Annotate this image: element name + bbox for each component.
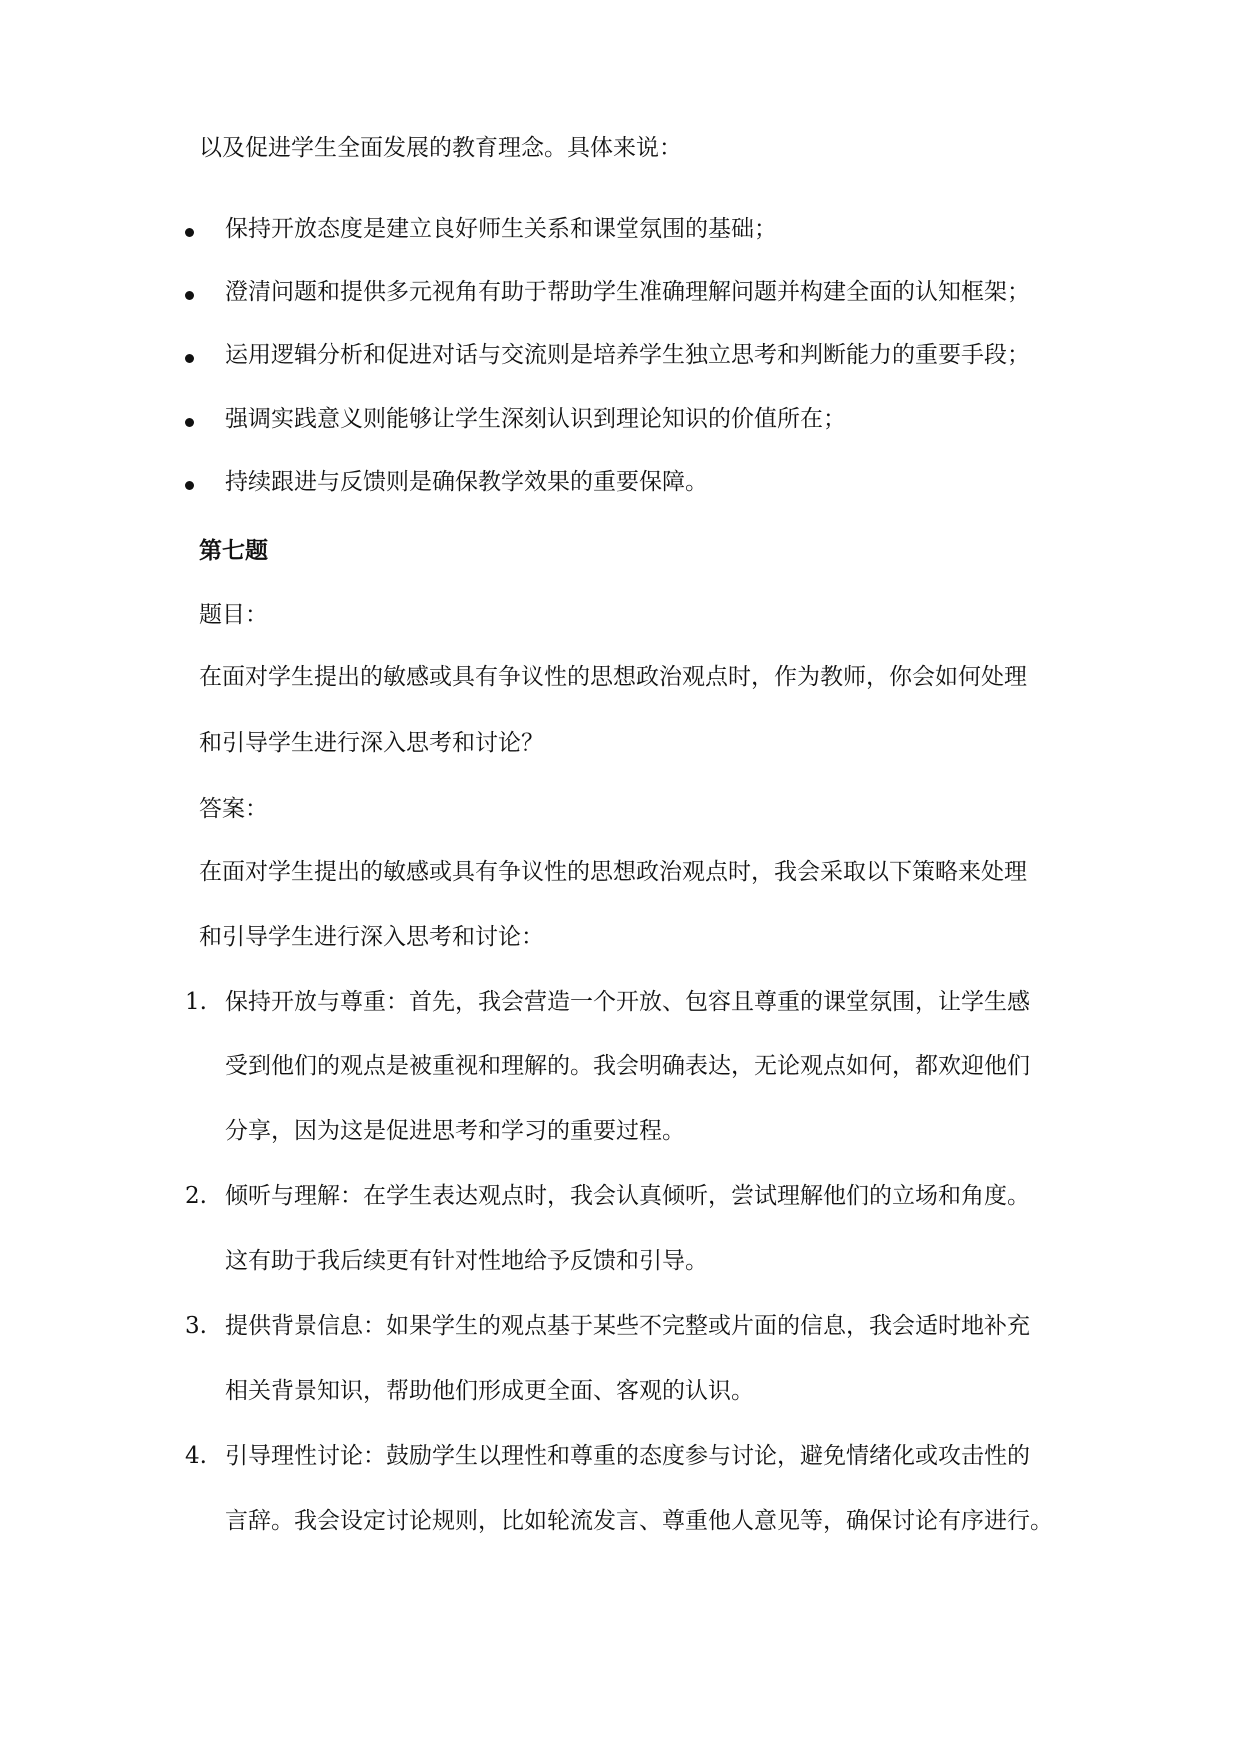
intro-paragraph: 以及促进学生全面发展的教育理念。具体来说： xyxy=(199,135,682,161)
list-number: 1. xyxy=(185,989,207,1015)
bullet-dot-icon xyxy=(185,291,194,300)
list-number: 2. xyxy=(185,1183,207,1209)
list-number: 3. xyxy=(185,1313,207,1339)
answer-intro-line: 和引导学生进行深入思考和讨论： xyxy=(199,924,544,950)
question-label: 题目： xyxy=(199,602,268,628)
bullet-item: 保持开放态度是建立良好师生关系和课堂氛围的基础； xyxy=(225,216,777,242)
list-number: 4. xyxy=(185,1443,207,1469)
bullet-dot-icon xyxy=(185,481,194,490)
list-item-line: 引导理性讨论：鼓励学生以理性和尊重的态度参与讨论，避免情绪化或攻击性的 xyxy=(225,1443,1030,1469)
bullet-item: 持续跟进与反馈则是确保教学效果的重要保障。 xyxy=(225,469,708,495)
question-line: 和引导学生进行深入思考和讨论？ xyxy=(199,730,544,756)
answer-label: 答案： xyxy=(199,796,268,822)
list-item-line: 这有助于我后续更有针对性地给予反馈和引导。 xyxy=(225,1248,708,1274)
section-title: 第七题 xyxy=(199,537,268,564)
list-item-line: 相关背景知识，帮助他们形成更全面、客观的认识。 xyxy=(225,1378,754,1404)
bullet-item: 运用逻辑分析和促进对话与交流则是培养学生独立思考和判断能力的重要手段； xyxy=(225,342,1030,368)
bullet-item: 澄清问题和提供多元视角有助于帮助学生准确理解问题并构建全面的认知框架； xyxy=(225,279,1030,305)
bullet-item: 强调实践意义则能够让学生深刻认识到理论知识的价值所在； xyxy=(225,406,846,432)
bullet-dot-icon xyxy=(185,228,194,237)
question-line: 在面对学生提出的敏感或具有争议性的思想政治观点时，作为教师，你会如何处理 xyxy=(199,664,1027,690)
list-item-line: 倾听与理解：在学生表达观点时，我会认真倾听，尝试理解他们的立场和角度。 xyxy=(225,1183,1030,1209)
bullet-dot-icon xyxy=(185,418,194,427)
answer-intro-line: 在面对学生提出的敏感或具有争议性的思想政治观点时，我会采取以下策略来处理 xyxy=(199,859,1027,885)
list-item-line: 分享，因为这是促进思考和学习的重要过程。 xyxy=(225,1118,685,1144)
list-item-line: 提供背景信息：如果学生的观点基于某些不完整或片面的信息，我会适时地补充 xyxy=(225,1313,1030,1339)
list-item-line: 保持开放与尊重：首先，我会营造一个开放、包容且尊重的课堂氛围，让学生感 xyxy=(225,989,1030,1015)
bullet-dot-icon xyxy=(185,354,194,363)
list-item-line: 受到他们的观点是被重视和理解的。我会明确表达，无论观点如何，都欢迎他们 xyxy=(225,1053,1030,1079)
list-item-line: 言辞。我会设定讨论规则，比如轮流发言、尊重他人意见等，确保讨论有序进行。 xyxy=(225,1508,1053,1534)
